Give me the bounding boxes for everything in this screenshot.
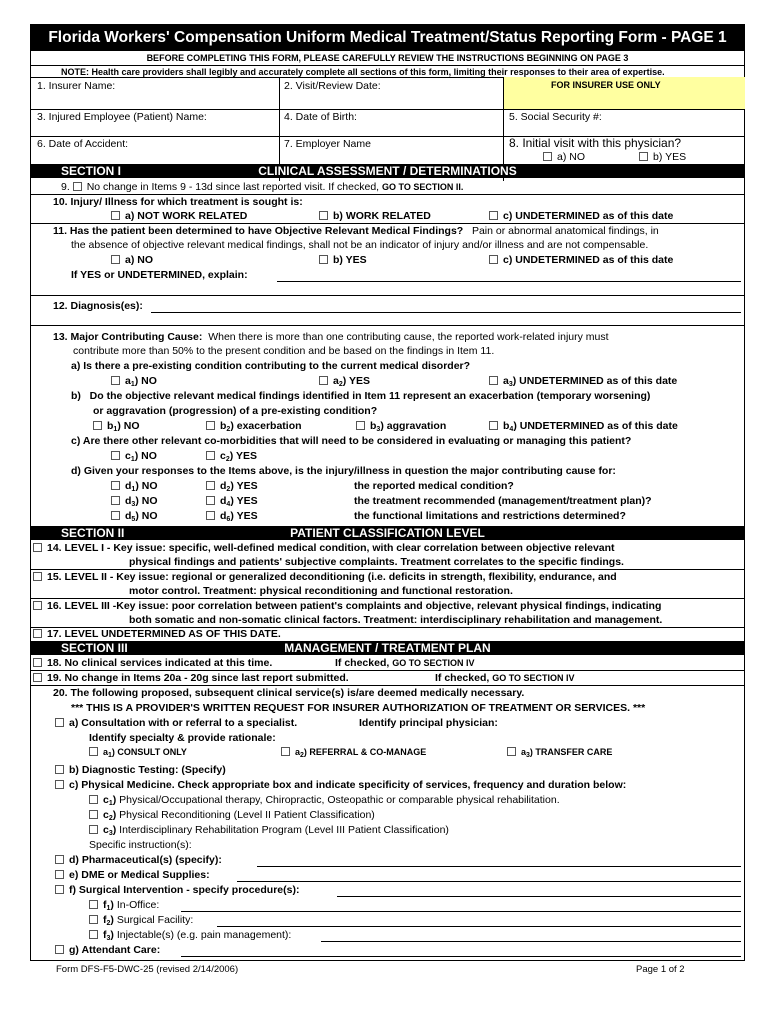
d4-label: YES: [236, 495, 258, 507]
accident-date-field[interactable]: 6. Date of Accident:: [37, 138, 129, 150]
section-2-label: SECTION II: [61, 526, 125, 540]
insurer-use-label: FOR INSURER USE ONLY: [551, 80, 661, 90]
consult-label: a) Consultation with or referral to a specialist.: [69, 717, 298, 729]
form-page: Florida Workers' Compensation Uniform Medical Treatment/Status Reporting Form - PAGE 1 BEFORE COMPLETING THIS FORM, PLEASE CAREFULLY REVIEW THE INSTRUCTIONS BEGINNING ON PAGE 3 NOTE: Health care providers shall legibly and accurately complete all sections of this form, limiting their responses to their area of expertise. FOR INSURER USE ONLY 1. Insurer Name: 2. Visit/Review Date: 3. Injured Employee (Patient) Name: 4. Date of Birth: 5. Social Security #: 6. Date of Accident: 7. Employer Name 8. Initial visit with this physician? a) NO b) YES SECTION I CLINICAL ASSESSMENT / DETERMINATIONS 9. No change in Items 9 - 13d since last reported visit. If checked, GO TO SECTION II. 10. Injury/ Illness for which treatment is sought is: a) NOT WORK RELATED b) WORK RELATED c) UNDETERMINED as of this date 11. Has the patient been determined to have Objective Relevant Medical Findings? Pain or abnormal anatomical findings, in the absence of objective relevant medical findings, shall not be an indicator of injury and/or illness and are not compensable. a) NO b) YES c) UNDETERMINED as of this date If YES or UNDETERMINED, explain: 12. Diagnosis(es): 13. Major Contributing Cause: When there is more than one contributing cause, the reported work-related injury must contribute more than 50% to the present condition and be based on the findings in Item 11. a) Is there a pre-existing condition contributing to the current medical disorder? $a_1$) NO $a_2$) YES $a_3$) UNDETERMINED as of this date b) Do the objective relevant medical findings identified in Item 11 represent an exacerbation (temporary worsening) or aggravation (progression) of a pre-existing condition? $b_1$) NO $b_2$) exacerbation $b_3$) aggravation $b_4$) UNDETERMINED as of this date c) Are there other relevant co-morbidities that will need to be considered in evaluating or managing this patient? $c_1$) NO $c_2$) YES d) Given your responses to the Items above, is the injury/illness in question the major contributing cause for: $d_1$) NO $d_2$) YES the reported medical condition? $d_3$) NO $d_4$) YES the treatment recommended (management/treatment plan)? $d_5$) NO $d_6$) YES the functional limitations and restrictions determined? SECTION II PATIENT CLASSIFICATION LEVEL 14. LEVEL I - Key issue: specific, well-defined medical condition, with clear correlation between objective relevant physical findings and patients' subjective complaints. Treatment correlates to the specific findings. 15. LEVEL II - Key issue: regional or generalized deconditioning (i.e. deficits in strength, flexibility, endurance, and motor control. Treatment: physical reconditioning and functional restoration. 16. LEVEL III -Key issue: poor correlation between patient's complaints and objective, relevant physical findings, indicating both somatic and non-somatic clinical factors. Treatment: interdisciplinary rehabilitation and management. 17. LEVEL UNDETERMINED AS OF THIS DATE. SECTION III MANAGEMENT / TREATMENT PLAN 18. No clinical services indicated at this time. If checked, GO TO SECTION IV 19. No change in Items 20a - 20g since last report submitted. If checked, GO TO SECTION IV 20. The following proposed, subsequent clinical service(s) is/are deemed medically necessary. *** THIS IS A PROVIDER'S WRITTEN REQUEST FOR INSURER AUTHORIZATION OF TREATMENT OR SERVICES. *** a) Consultation with or referral to a specialist. Identify principal physician: Identify specialty & provide rationale: $a_1$) CONSULT ONLY $a_2$) REFERRAL & CO-MANAGE $a_3$) TRANSFER CARE b) Diagnostic Testing: (Specify) c) Physical Medicine. Check appropriate box and indicate specificity of services, frequency and duration below: $c_1$) Physical/Occupational therapy, Chiropractic, Osteopathic or comparable physical rehabilitation. $c_2$) Physical Reconditioning (Level II Patient Classification) $c_3$) Interdisciplinary Rehabilitation Program (Level III Patient Classification) Specific instruction(s): d) Pharmaceutical(s) (specify): e) DME or Medical Supplies: f) Surgical Intervention - specify procedure(s): $f_1$) In-Office: $f_2$) Surgical Facility: $f_3$) Injectable(s) (e.g. pain management): g) Attendant Care:: [30, 24, 745, 961]
attendant-label: g) Attendant Care:: [69, 944, 161, 956]
c1-service-label: Physical/Occupational therapy, Chiropractic, Osteopathic or comparable physical rehabilitation.: [119, 794, 560, 806]
identify-specialty: Identify specialty & provide rationale:: [89, 732, 276, 744]
item10-a-checkbox[interactable]: [111, 211, 120, 220]
item9-num: 9.: [61, 181, 70, 193]
no-services-goto: GO TO SECTION IV: [392, 658, 475, 668]
section-3-bar: [31, 641, 744, 655]
d5-checkbox[interactable]: [111, 511, 120, 520]
c3-service-checkbox[interactable]: [89, 825, 98, 834]
consult-checkbox[interactable]: [55, 718, 64, 727]
authorization-request: *** THIS IS A PROVIDER'S WRITTEN REQUEST FOR INSURER AUTHORIZATION OF TREATMENT OR SERVICES. ***: [71, 702, 646, 714]
a2-checkbox[interactable]: [319, 376, 328, 385]
note: NOTE: Health care providers shall legibly and accurately complete all sections of this form, limiting their responses to their area of expertise.: [61, 67, 665, 77]
level3-text: 16. LEVEL III -Key issue: poor correlation between patient's complaints and objective, relevant physical findings, indicating: [47, 600, 662, 612]
item10-a-label: a) NOT WORK RELATED: [125, 210, 248, 222]
d6-label: YES: [236, 510, 258, 522]
diagnosis-line[interactable]: [151, 312, 741, 313]
item9-checkbox[interactable]: [73, 182, 82, 191]
no-change-goto: GO TO SECTION IV: [492, 673, 575, 683]
level2-text: 15. LEVEL II - Key issue: regional or generalized deconditioning (i.e. deficits in strength, flexibility, endurance, and: [47, 571, 617, 583]
b4-label: UNDETERMINED as of this date: [519, 420, 678, 432]
level1-text: 14. LEVEL I - Key issue: specific, well-defined medical condition, with clear correlation between objective relevant: [47, 542, 615, 554]
level2-checkbox[interactable]: [33, 572, 42, 581]
no-change-text: 19. No change in Items 20a - 20g since last report submitted.: [47, 672, 349, 684]
item11-a-checkbox[interactable]: [111, 255, 120, 264]
surgical-label: f) Surgical Intervention - specify procedure(s):: [69, 884, 300, 896]
d3-label: NO: [141, 495, 158, 507]
surgical-line[interactable]: [337, 896, 741, 897]
dme-checkbox[interactable]: [55, 870, 64, 879]
physical-medicine-checkbox[interactable]: [55, 780, 64, 789]
item13b-question: Do the objective relevant medical findings identified in Item 11 represent an exacerbation (temporary worsening): [89, 390, 651, 402]
f3-label: Injectable(s) (e.g. pain management):: [116, 929, 292, 941]
item13-text: When there is more than one contributing cause, the reported work-related injury must: [208, 331, 609, 343]
section-3-heading: MANAGEMENT / TREATMENT PLAN: [284, 641, 491, 655]
transfer-label: TRANSFER CARE: [535, 747, 613, 757]
pharma-checkbox[interactable]: [55, 855, 64, 864]
dob-field[interactable]: 4. Date of Birth:: [284, 111, 357, 123]
c2-checkbox[interactable]: [206, 451, 215, 460]
level1-checkbox[interactable]: [33, 543, 42, 552]
a1-checkbox[interactable]: [111, 376, 120, 385]
c2-service-checkbox[interactable]: [89, 810, 98, 819]
item9-text: No change in Items 9 - 13d since last reported visit. If checked,: [86, 181, 380, 193]
section-1-bar: [31, 164, 744, 178]
level1-text-2: physical findings and patients' subjective complaints. Treatment correlates to the specific findings.: [129, 556, 624, 568]
d2-text: the reported medical condition?: [354, 480, 514, 492]
c1-label: NO: [141, 450, 157, 462]
attendant-checkbox[interactable]: [55, 945, 64, 954]
section-2-heading: PATIENT CLASSIFICATION LEVEL: [290, 526, 485, 540]
item10-b-label: b) WORK RELATED: [333, 210, 431, 222]
initial-visit-question: 8. Initial visit with this physician?: [509, 136, 682, 150]
b1-label: NO: [123, 420, 140, 432]
consult-only-label: CONSULT ONLY: [117, 747, 187, 757]
b3-label: aggravation: [386, 420, 447, 432]
f1-checkbox[interactable]: [89, 900, 98, 909]
item11-tail: Pain or abnormal anatomical findings, in: [471, 225, 659, 237]
attendant-line[interactable]: [181, 956, 741, 957]
form-id: Form DFS-F5-DWC-25 (revised 2/14/2006): [56, 964, 239, 975]
no-change-if: If checked,: [435, 672, 490, 684]
item11-c-checkbox[interactable]: [489, 255, 498, 264]
item10-c-checkbox[interactable]: [489, 211, 498, 220]
d6-text: the functional limitations and restrictions determined?: [354, 510, 626, 522]
item11-line2: the absence of objective relevant medical findings, shall not be an indicator of injury and/or illness and are not compensable.: [71, 239, 649, 251]
pharma-label: d) Pharmaceutical(s) (specify):: [69, 854, 222, 866]
d1-checkbox[interactable]: [111, 481, 120, 490]
referral-label: REFERRAL & CO-MANAGE: [309, 747, 427, 757]
visit-date-field[interactable]: 2. Visit/Review Date:: [284, 80, 381, 92]
item10-b-checkbox[interactable]: [319, 211, 328, 220]
initial-no-checkbox[interactable]: [543, 152, 552, 161]
c3-service-label: Interdisciplinary Rehabilitation Program (Level III Patient Classification): [119, 824, 449, 836]
item11-explain-label: If YES or UNDETERMINED, explain:: [71, 269, 248, 281]
diagnostic-label: b) Diagnostic Testing: (Specify): [69, 764, 226, 776]
no-services-checkbox[interactable]: [33, 658, 42, 667]
consult-only-checkbox[interactable]: [89, 747, 98, 756]
level2-text-2: motor control. Treatment: physical reconditioning and functional restoration.: [129, 585, 513, 597]
item11-c-label: c) UNDETERMINED as of this date: [503, 254, 674, 266]
c1-checkbox[interactable]: [111, 451, 120, 460]
before-note: BEFORE COMPLETING THIS FORM, PLEASE CAREFULLY REVIEW THE INSTRUCTIONS BEGINNING ON PAGE 3: [146, 53, 629, 63]
level3-checkbox[interactable]: [33, 601, 42, 610]
dme-line[interactable]: [237, 881, 741, 882]
item13-line2: contribute more than 50% to the present condition and be based on the findings in Item 11.: [73, 345, 495, 357]
item13a-question: a) Is there a pre-existing condition contributing to the current medical disorder?: [71, 360, 471, 372]
physical-medicine-label: c) Physical Medicine. Check appropriate box and indicate specificity of services, frequency and duration below:: [69, 779, 627, 791]
b4-checkbox[interactable]: [489, 421, 498, 430]
c2-service-label: Physical Reconditioning (Level II Patient Classification): [119, 809, 375, 821]
section-3-label: SECTION III: [61, 641, 128, 655]
pharma-line[interactable]: [257, 866, 741, 867]
insurer-name-field[interactable]: 1. Insurer Name:: [37, 80, 116, 92]
d4-checkbox[interactable]: [206, 496, 215, 505]
b2-label: exacerbation: [236, 420, 302, 432]
item11-question: 11. Has the patient been determined to have Objective Relevant Medical Findings?: [53, 225, 464, 237]
section-1-label: SECTION I: [61, 164, 122, 178]
level-undetermined-checkbox[interactable]: [33, 629, 42, 638]
b3-checkbox[interactable]: [356, 421, 365, 430]
diagnostic-checkbox[interactable]: [55, 765, 64, 774]
item13c-question: c) Are there other relevant co-morbidities that will need to be considered in evaluating or managing this patient?: [71, 435, 632, 447]
ssn-field[interactable]: 5. Social Security #:: [509, 111, 602, 123]
section-1-heading: CLINICAL ASSESSMENT / DETERMINATIONS: [258, 164, 517, 178]
level3-text-2: both somatic and non-somatic clinical factors. Treatment: interdisciplinary rehabilitation and management.: [129, 614, 663, 626]
a3-label: UNDETERMINED as of this date: [519, 375, 678, 387]
f2-checkbox[interactable]: [89, 915, 98, 924]
a3-checkbox[interactable]: [489, 376, 498, 385]
a1-label: NO: [141, 375, 157, 387]
item9-goto: GO TO SECTION II.: [382, 182, 464, 192]
referral-checkbox[interactable]: [281, 747, 290, 756]
initial-yes-checkbox[interactable]: [639, 152, 648, 161]
d5-label: NO: [141, 510, 158, 522]
d6-checkbox[interactable]: [206, 511, 215, 520]
identify-physician: Identify principal physician:: [359, 717, 498, 729]
d4-text: the treatment recommended (management/treatment plan)?: [354, 495, 652, 507]
b1-checkbox[interactable]: [93, 421, 102, 430]
item11-explain-line[interactable]: [277, 281, 741, 282]
form-title: Florida Workers' Compensation Uniform Medical Treatment/Status Reporting Form - PAGE 1: [31, 25, 744, 51]
f2-label: Surgical Facility:: [116, 914, 194, 926]
c2-label: YES: [235, 450, 257, 462]
item11-a-label: a) NO: [125, 254, 154, 266]
section-2-bar: [31, 526, 744, 540]
no-services-if: If checked,: [335, 657, 390, 669]
a2-label: YES: [348, 375, 370, 387]
item13d-question: d) Given your responses to the Items above, is the injury/illness in question the major contributing cause for:: [71, 465, 616, 477]
item10-c-label: c) UNDETERMINED as of this date: [503, 210, 674, 222]
item12-label: 12. Diagnosis(es):: [53, 300, 143, 312]
item11-b-checkbox[interactable]: [319, 255, 328, 264]
item13b-line2: or aggravation (progression) of a pre-existing condition?: [93, 405, 378, 417]
f1-line[interactable]: [181, 911, 741, 912]
d2-label: YES: [236, 480, 258, 492]
employer-name-field[interactable]: 7. Employer Name: [284, 138, 371, 150]
no-services-text: 18. No clinical services indicated at this time.: [47, 657, 273, 669]
dme-label: e) DME or Medical Supplies:: [69, 869, 210, 881]
surgical-checkbox[interactable]: [55, 885, 64, 894]
transfer-checkbox[interactable]: [507, 747, 516, 756]
employee-name-field[interactable]: 3. Injured Employee (Patient) Name:: [37, 111, 207, 123]
item10-question: 10. Injury/ Illness for which treatment is sought is:: [53, 196, 303, 208]
d2-checkbox[interactable]: [206, 481, 215, 490]
initial-no-label: a) NO: [557, 151, 586, 163]
page-number: Page 1 of 2: [636, 964, 685, 975]
initial-yes-label: b) YES: [653, 151, 687, 163]
f3-line[interactable]: [321, 941, 741, 942]
d1-label: NO: [141, 480, 158, 492]
b2-checkbox[interactable]: [206, 421, 215, 430]
level-undetermined-text: 17. LEVEL UNDETERMINED AS OF THIS DATE.: [47, 628, 281, 640]
specific-instructions: Specific instruction(s):: [89, 839, 192, 851]
d3-checkbox[interactable]: [111, 496, 120, 505]
c1-service-checkbox[interactable]: [89, 795, 98, 804]
item11-b-label: b) YES: [333, 254, 367, 266]
item13-label: 13. Major Contributing Cause:: [53, 331, 203, 343]
no-change-checkbox[interactable]: [33, 673, 42, 682]
item20-text: 20. The following proposed, subsequent clinical service(s) is/are deemed medically necessary.: [53, 687, 525, 699]
f3-checkbox[interactable]: [89, 930, 98, 939]
f1-label: In-Office:: [116, 899, 160, 911]
f2-line[interactable]: [217, 926, 741, 927]
